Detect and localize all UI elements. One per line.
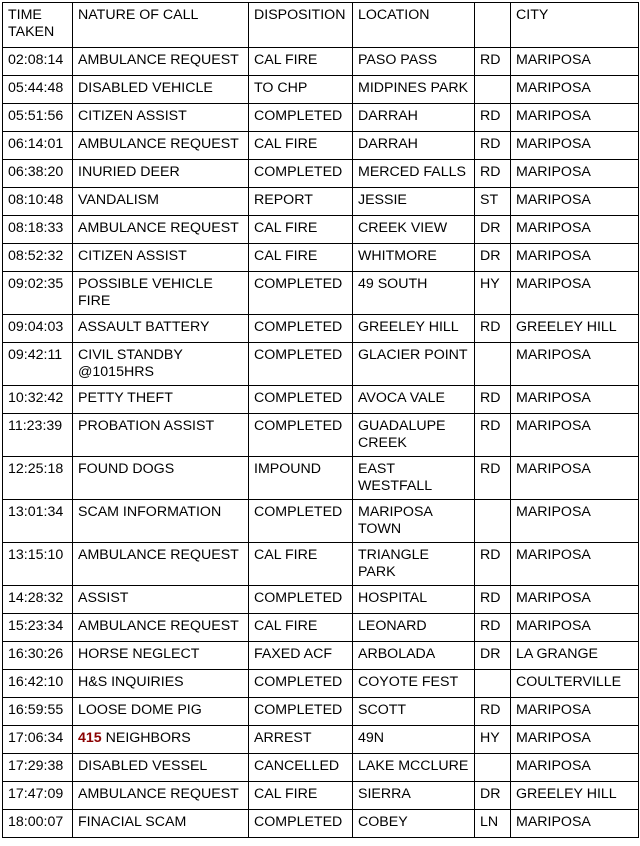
cell-street-suffix: RD bbox=[475, 698, 511, 726]
cell-street-suffix: DR bbox=[475, 216, 511, 244]
cell-disposition: COMPLETED bbox=[249, 160, 353, 188]
cell-city: MARIPOSA bbox=[511, 160, 639, 188]
cell-location: GUADALUPE CREEK bbox=[353, 414, 475, 457]
cell-location: 49N bbox=[353, 726, 475, 754]
cell-nature-of-call bbox=[73, 104, 249, 132]
nature-text: DISABLED VESSEL bbox=[78, 758, 208, 774]
cell-city: GREELEY HILL bbox=[511, 782, 639, 810]
cell-time-taken: 06:14:01 bbox=[3, 132, 73, 160]
cell-city: MARIPOSA bbox=[511, 104, 639, 132]
nature-text: AMBULANCE REQUEST bbox=[78, 136, 239, 152]
cell-disposition: TO CHP bbox=[249, 76, 353, 104]
table-row bbox=[3, 810, 639, 838]
cell-location: MARIPOSA TOWN bbox=[353, 500, 475, 543]
cell-disposition: COMPLETED bbox=[249, 343, 353, 386]
cell-time-taken: 09:02:35 bbox=[3, 272, 73, 315]
nature-text: AMBULANCE REQUEST bbox=[78, 618, 239, 634]
header-street-suffix bbox=[475, 3, 511, 48]
table-row bbox=[3, 48, 639, 76]
cell-time-taken: 10:32:42 bbox=[3, 386, 73, 414]
cell-street-suffix bbox=[475, 500, 511, 543]
cell-location: EAST WESTFALL bbox=[353, 457, 475, 500]
nature-text: CITIZEN ASSIST bbox=[78, 248, 187, 264]
cell-street-suffix: RD bbox=[475, 132, 511, 160]
cell-location: WHITMORE bbox=[353, 244, 475, 272]
cell-city: MARIPOSA bbox=[511, 457, 639, 500]
cell-location: AVOCA VALE bbox=[353, 386, 475, 414]
cell-city: MARIPOSA bbox=[511, 244, 639, 272]
cell-time-taken: 14:28:32 bbox=[3, 586, 73, 614]
cell-disposition: CAL FIRE bbox=[249, 543, 353, 586]
table-row bbox=[3, 642, 639, 670]
cell-time-taken: 11:23:39 bbox=[3, 414, 73, 457]
cell-street-suffix: DR bbox=[475, 782, 511, 810]
cell-disposition: COMPLETED bbox=[249, 315, 353, 343]
cell-nature-of-call bbox=[73, 810, 249, 838]
cell-disposition: COMPLETED bbox=[249, 586, 353, 614]
cell-time-taken: 05:51:56 bbox=[3, 104, 73, 132]
cell-street-suffix bbox=[475, 754, 511, 782]
cell-city: MARIPOSA bbox=[511, 698, 639, 726]
table-row bbox=[3, 76, 639, 104]
cell-time-taken: 02:08:14 bbox=[3, 48, 73, 76]
cell-time-taken: 08:52:32 bbox=[3, 244, 73, 272]
cell-disposition: CAL FIRE bbox=[249, 614, 353, 642]
cell-location: ARBOLADA bbox=[353, 642, 475, 670]
cell-city: MARIPOSA bbox=[511, 216, 639, 244]
table-row bbox=[3, 272, 639, 315]
cell-location: MERCED FALLS bbox=[353, 160, 475, 188]
cell-street-suffix: RD bbox=[475, 543, 511, 586]
cell-street-suffix: HY bbox=[475, 272, 511, 315]
cell-time-taken: 15:23:34 bbox=[3, 614, 73, 642]
cell-location: JESSIE bbox=[353, 188, 475, 216]
cell-street-suffix: RD bbox=[475, 457, 511, 500]
cell-nature-of-call bbox=[73, 614, 249, 642]
header-row bbox=[3, 3, 639, 48]
cell-disposition: CAL FIRE bbox=[249, 782, 353, 810]
table-row bbox=[3, 614, 639, 642]
cell-disposition: IMPOUND bbox=[249, 457, 353, 500]
nature-text: FOUND DOGS bbox=[78, 461, 175, 477]
cell-time-taken: 08:10:48 bbox=[3, 188, 73, 216]
nature-text: CITIZEN ASSIST bbox=[78, 108, 187, 124]
cell-city: MARIPOSA bbox=[511, 754, 639, 782]
cell-location: TRIANGLE PARK bbox=[353, 543, 475, 586]
cell-city: MARIPOSA bbox=[511, 76, 639, 104]
cell-location: GREELEY HILL bbox=[353, 315, 475, 343]
nature-text: AMBULANCE REQUEST bbox=[78, 52, 239, 68]
penal-code-label: 415 bbox=[78, 730, 102, 746]
cell-time-taken: 05:44:48 bbox=[3, 76, 73, 104]
nature-text: H&S INQUIRIES bbox=[78, 674, 184, 690]
cell-city: MARIPOSA bbox=[511, 188, 639, 216]
nature-text: CIVIL STANDBY @1015HRS bbox=[78, 347, 183, 380]
cell-location: GLACIER POINT bbox=[353, 343, 475, 386]
cell-city: COULTERVILLE bbox=[511, 670, 639, 698]
table-row bbox=[3, 414, 639, 457]
nature-text: VANDALISM bbox=[78, 192, 159, 208]
cell-city: GREELEY HILL bbox=[511, 315, 639, 343]
cell-nature-of-call bbox=[73, 726, 249, 754]
cell-street-suffix: LN bbox=[475, 810, 511, 838]
cell-disposition: CAL FIRE bbox=[249, 216, 353, 244]
table-body bbox=[3, 48, 639, 838]
cell-city: MARIPOSA bbox=[511, 343, 639, 386]
cell-street-suffix: DR bbox=[475, 244, 511, 272]
cell-disposition: COMPLETED bbox=[249, 386, 353, 414]
cell-nature-of-call bbox=[73, 500, 249, 543]
cell-location: MIDPINES PARK bbox=[353, 76, 475, 104]
nature-text: INURIED DEER bbox=[78, 164, 180, 180]
cell-city: MARIPOSA bbox=[511, 614, 639, 642]
cell-nature-of-call bbox=[73, 76, 249, 104]
cell-location: 49 SOUTH bbox=[353, 272, 475, 315]
cell-nature-of-call bbox=[73, 343, 249, 386]
cell-disposition: ARREST bbox=[249, 726, 353, 754]
cell-disposition: COMPLETED bbox=[249, 414, 353, 457]
nature-text: ASSAULT BATTERY bbox=[78, 319, 210, 335]
cell-disposition: COMPLETED bbox=[249, 500, 353, 543]
nature-text: LOOSE DOME PIG bbox=[78, 702, 202, 718]
cell-nature-of-call bbox=[73, 216, 249, 244]
table-row bbox=[3, 132, 639, 160]
table-row bbox=[3, 188, 639, 216]
nature-text: AMBULANCE REQUEST bbox=[78, 786, 239, 802]
cell-city: MARIPOSA bbox=[511, 543, 639, 586]
cell-time-taken: 16:59:55 bbox=[3, 698, 73, 726]
table-row bbox=[3, 670, 639, 698]
cell-disposition: COMPLETED bbox=[249, 272, 353, 315]
cell-nature-of-call bbox=[73, 586, 249, 614]
cell-city: MARIPOSA bbox=[511, 386, 639, 414]
cell-street-suffix bbox=[475, 343, 511, 386]
table-row bbox=[3, 698, 639, 726]
cell-time-taken: 18:00:07 bbox=[3, 810, 73, 838]
table-row bbox=[3, 216, 639, 244]
cell-location: LEONARD bbox=[353, 614, 475, 642]
cell-nature-of-call bbox=[73, 160, 249, 188]
cell-street-suffix: HY bbox=[475, 726, 511, 754]
cell-time-taken: 13:15:10 bbox=[3, 543, 73, 586]
cell-location: COYOTE FEST bbox=[353, 670, 475, 698]
cell-location: CREEK VIEW bbox=[353, 216, 475, 244]
table-row bbox=[3, 315, 639, 343]
cell-time-taken: 17:06:34 bbox=[3, 726, 73, 754]
cell-time-taken: 16:42:10 bbox=[3, 670, 73, 698]
nature-text: AMBULANCE REQUEST bbox=[78, 220, 239, 236]
cell-street-suffix: RD bbox=[475, 104, 511, 132]
cell-location: DARRAH bbox=[353, 132, 475, 160]
nature-text: PETTY THEFT bbox=[78, 390, 173, 406]
cell-city: MARIPOSA bbox=[511, 500, 639, 543]
nature-text: PROBATION ASSIST bbox=[78, 418, 215, 434]
cell-street-suffix: RD bbox=[475, 160, 511, 188]
cell-disposition: CANCELLED bbox=[249, 754, 353, 782]
cell-nature-of-call bbox=[73, 457, 249, 500]
cell-street-suffix: RD bbox=[475, 48, 511, 76]
cell-nature-of-call bbox=[73, 642, 249, 670]
call-log-table bbox=[2, 2, 639, 838]
table-row bbox=[3, 343, 639, 386]
table-row bbox=[3, 782, 639, 810]
cell-time-taken: 16:30:26 bbox=[3, 642, 73, 670]
nature-text: HORSE NEGLECT bbox=[78, 646, 200, 662]
cell-city: MARIPOSA bbox=[511, 810, 639, 838]
cell-time-taken: 12:25:18 bbox=[3, 457, 73, 500]
cell-location: HOSPITAL bbox=[353, 586, 475, 614]
nature-text: AMBULANCE REQUEST bbox=[78, 547, 239, 563]
table-row bbox=[3, 386, 639, 414]
cell-nature-of-call bbox=[73, 782, 249, 810]
nature-text: SCAM INFORMATION bbox=[78, 504, 222, 520]
cell-street-suffix: RD bbox=[475, 414, 511, 457]
cell-time-taken: 09:04:03 bbox=[3, 315, 73, 343]
nature-text: NEIGHBORS bbox=[101, 730, 191, 746]
cell-disposition: COMPLETED bbox=[249, 810, 353, 838]
cell-street-suffix bbox=[475, 670, 511, 698]
table-row bbox=[3, 104, 639, 132]
table-row bbox=[3, 457, 639, 500]
cell-location: SCOTT bbox=[353, 698, 475, 726]
cell-disposition: CAL FIRE bbox=[249, 48, 353, 76]
cell-city: MARIPOSA bbox=[511, 414, 639, 457]
cell-street-suffix: ST bbox=[475, 188, 511, 216]
table-header bbox=[3, 3, 639, 48]
cell-disposition: CAL FIRE bbox=[249, 132, 353, 160]
cell-nature-of-call bbox=[73, 543, 249, 586]
cell-time-taken: 17:29:38 bbox=[3, 754, 73, 782]
cell-location: SIERRA bbox=[353, 782, 475, 810]
cell-nature-of-call bbox=[73, 754, 249, 782]
cell-location: COBEY bbox=[353, 810, 475, 838]
table-row bbox=[3, 244, 639, 272]
cell-disposition: FAXED ACF bbox=[249, 642, 353, 670]
cell-street-suffix: DR bbox=[475, 642, 511, 670]
cell-nature-of-call bbox=[73, 188, 249, 216]
nature-text: POSSIBLE VEHICLE FIRE bbox=[78, 276, 213, 309]
table-row bbox=[3, 500, 639, 543]
header-nature-of-call: NATURE OF CALL bbox=[73, 3, 249, 48]
table-row bbox=[3, 726, 639, 754]
cell-disposition: COMPLETED bbox=[249, 104, 353, 132]
cell-time-taken: 08:18:33 bbox=[3, 216, 73, 244]
cell-nature-of-call bbox=[73, 670, 249, 698]
cell-time-taken: 06:38:20 bbox=[3, 160, 73, 188]
table-row bbox=[3, 543, 639, 586]
cell-location: DARRAH bbox=[353, 104, 475, 132]
header-location: LOCATION bbox=[353, 3, 475, 48]
nature-text: FINACIAL SCAM bbox=[78, 814, 187, 830]
cell-time-taken: 13:01:34 bbox=[3, 500, 73, 543]
cell-time-taken: 09:42:11 bbox=[3, 343, 73, 386]
cell-street-suffix bbox=[475, 76, 511, 104]
cell-nature-of-call bbox=[73, 272, 249, 315]
nature-text: ASSIST bbox=[78, 590, 129, 606]
cell-location: LAKE MCCLURE bbox=[353, 754, 475, 782]
nature-text: DISABLED VEHICLE bbox=[78, 80, 213, 96]
cell-nature-of-call bbox=[73, 414, 249, 457]
cell-street-suffix: RD bbox=[475, 315, 511, 343]
cell-disposition: COMPLETED bbox=[249, 698, 353, 726]
table-row bbox=[3, 160, 639, 188]
cell-location: PASO PASS bbox=[353, 48, 475, 76]
header-city: CITY bbox=[511, 3, 639, 48]
cell-street-suffix: RD bbox=[475, 386, 511, 414]
cell-nature-of-call bbox=[73, 698, 249, 726]
cell-city: MARIPOSA bbox=[511, 132, 639, 160]
cell-city: MARIPOSA bbox=[511, 272, 639, 315]
table-row bbox=[3, 586, 639, 614]
header-time-taken: TIME TAKEN bbox=[3, 3, 73, 48]
cell-city: LA GRANGE bbox=[511, 642, 639, 670]
cell-city: MARIPOSA bbox=[511, 586, 639, 614]
cell-time-taken: 17:47:09 bbox=[3, 782, 73, 810]
cell-nature-of-call bbox=[73, 132, 249, 160]
cell-nature-of-call bbox=[73, 386, 249, 414]
cell-nature-of-call bbox=[73, 48, 249, 76]
cell-disposition: CAL FIRE bbox=[249, 244, 353, 272]
cell-city: MARIPOSA bbox=[511, 726, 639, 754]
cell-street-suffix: RD bbox=[475, 586, 511, 614]
table-row bbox=[3, 754, 639, 782]
cell-nature-of-call bbox=[73, 315, 249, 343]
cell-city: MARIPOSA bbox=[511, 48, 639, 76]
cell-nature-of-call bbox=[73, 244, 249, 272]
cell-disposition: REPORT bbox=[249, 188, 353, 216]
cell-street-suffix: RD bbox=[475, 614, 511, 642]
header-disposition: DISPOSITION bbox=[249, 3, 353, 48]
cell-disposition: COMPLETED bbox=[249, 670, 353, 698]
